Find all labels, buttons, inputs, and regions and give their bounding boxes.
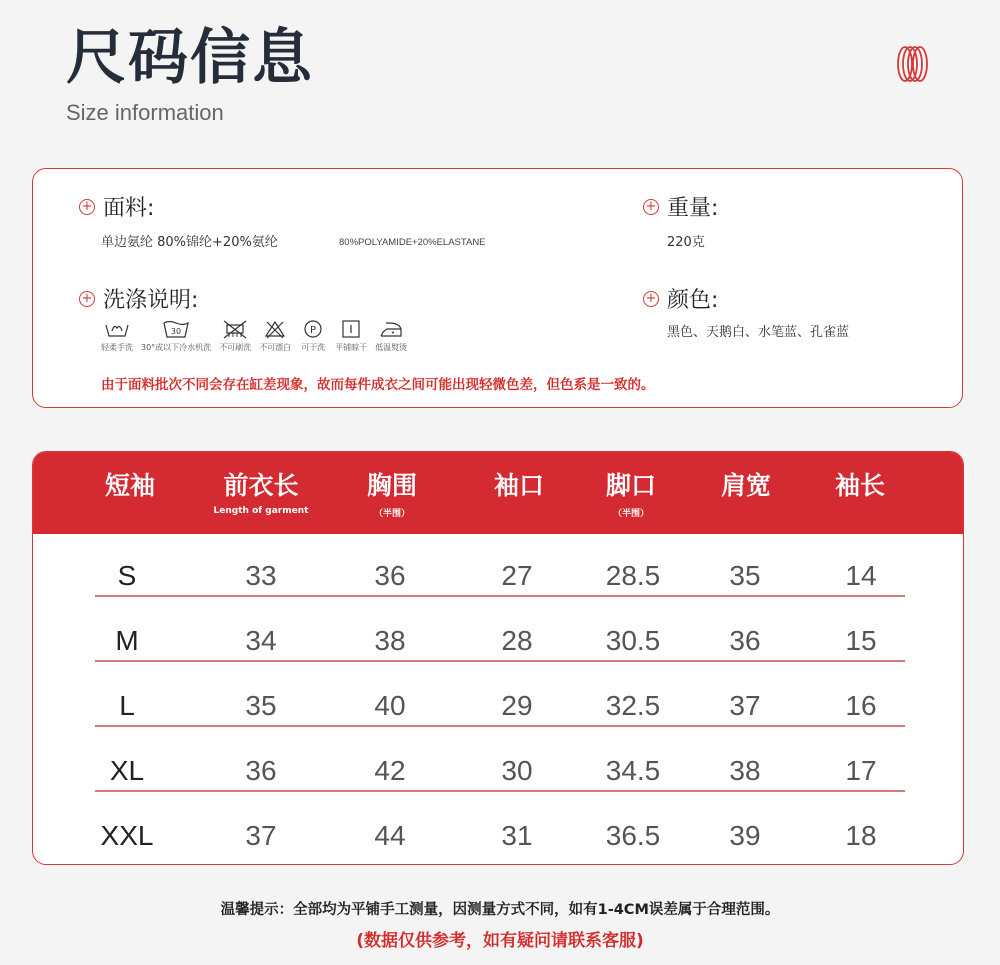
col-header: 短袖 bbox=[104, 471, 155, 500]
reference-note: (数据仅供参考，如有疑问请联系客服) bbox=[356, 931, 644, 951]
table-cell: 42 bbox=[374, 755, 406, 786]
care-item bbox=[259, 319, 291, 353]
care-item bbox=[101, 319, 133, 353]
table-cell: 36 bbox=[245, 755, 277, 786]
table-cell: 32.5 bbox=[605, 690, 661, 721]
page-title: 尺码信息 bbox=[66, 23, 314, 93]
table-cell: 40 bbox=[374, 690, 406, 721]
weight-label: 重量: bbox=[667, 196, 719, 221]
table-cell: 38 bbox=[729, 755, 761, 786]
care-item bbox=[335, 319, 367, 353]
table-cell: 30 bbox=[501, 755, 533, 786]
table-cell: 31 bbox=[501, 820, 533, 851]
care-label: 低温熨烫 bbox=[375, 343, 408, 352]
table-cell: 17 bbox=[845, 755, 877, 786]
table-cell: 36 bbox=[729, 625, 761, 656]
size-table bbox=[32, 451, 964, 865]
col-header: 肩宽 bbox=[720, 471, 771, 500]
weight-heading bbox=[643, 191, 718, 222]
care-icons-row bbox=[101, 319, 415, 353]
col-header: 前衣长 Length of garment bbox=[213, 471, 309, 516]
measurement-tip: 温馨提示：全部均为平铺手工测量，因测量方式不同，如有1-4CM误差属于合理范围。 bbox=[220, 902, 780, 918]
table-cell: 44 bbox=[374, 820, 406, 851]
care-label: 轻柔手洗 bbox=[101, 343, 133, 352]
table-cell: 38 bbox=[374, 625, 406, 656]
table-cell: 28.5 bbox=[605, 560, 661, 591]
dry-flat-icon bbox=[337, 319, 365, 339]
color-variance-note: 由于面料批次不同会存在缸差现象，故而每件成衣之间可能出现轻微色差，但色系是一致的。 bbox=[101, 377, 655, 393]
plus-circle-icon: + bbox=[643, 291, 659, 307]
table-cell: 36 bbox=[374, 560, 406, 591]
table-cell: 37 bbox=[729, 690, 761, 721]
col-header: 胸围 （半围） bbox=[366, 471, 417, 519]
table-cell: 34 bbox=[245, 625, 277, 656]
plus-circle-icon: + bbox=[643, 199, 659, 215]
table-cell: 33 bbox=[245, 560, 277, 591]
washing-heading bbox=[79, 283, 198, 314]
col-header: 袖口 bbox=[493, 471, 544, 500]
weight-value: 220克 bbox=[667, 235, 705, 250]
table-cell: 15 bbox=[845, 625, 877, 656]
rings-decoration-icon bbox=[893, 44, 933, 84]
plus-circle-icon: + bbox=[79, 199, 95, 215]
fabric-heading bbox=[79, 191, 154, 222]
washing-label: 洗涤说明: bbox=[103, 288, 199, 313]
size-label-cell: M bbox=[115, 625, 139, 656]
color-value: 黑色、天鹅白、水笔蓝、孔雀蓝 bbox=[667, 325, 850, 340]
table-cell: 36.5 bbox=[605, 820, 661, 851]
plus-circle-icon: + bbox=[79, 291, 95, 307]
fabric-value: 单边氨纶 80%锦纶+20%氨纶 bbox=[101, 235, 278, 250]
care-label: 平铺晾干 bbox=[335, 343, 368, 352]
table-cell: 35 bbox=[245, 690, 277, 721]
table-cell: 30.5 bbox=[605, 625, 661, 656]
care-item bbox=[141, 319, 211, 353]
size-label-cell: XXL bbox=[100, 820, 154, 851]
care-label: 不可刷洗 bbox=[219, 343, 252, 352]
fabric-value-en: 80%POLYAMIDE+20%ELASTANE bbox=[339, 237, 486, 248]
table-cell: 28 bbox=[501, 625, 533, 656]
table-cell: 35 bbox=[729, 560, 761, 591]
svg-text:P: P bbox=[310, 325, 317, 336]
care-label: 可干洗 bbox=[301, 343, 326, 352]
color-heading bbox=[643, 283, 718, 314]
care-label: 不可漂白 bbox=[259, 343, 292, 352]
hand-wash-icon bbox=[103, 319, 131, 339]
size-label-cell: S bbox=[117, 560, 137, 591]
dry-clean-p-icon bbox=[299, 319, 327, 339]
table-cell: 39 bbox=[729, 820, 761, 851]
fabric-label: 面料: bbox=[103, 196, 155, 221]
machine-wash-30-icon bbox=[162, 319, 190, 339]
care-item bbox=[299, 319, 327, 353]
table-cell: 14 bbox=[845, 560, 877, 591]
no-bleach-icon bbox=[261, 319, 289, 339]
col-header: 袖长 bbox=[834, 471, 885, 500]
row-divider bbox=[95, 660, 905, 662]
table-cell: 27 bbox=[501, 560, 533, 591]
care-label: 30°或以下冷水机洗 bbox=[141, 343, 212, 352]
table-header bbox=[33, 452, 963, 534]
svg-text:30: 30 bbox=[171, 327, 182, 336]
table-cell: 18 bbox=[845, 820, 877, 851]
low-iron-icon bbox=[377, 319, 405, 339]
size-label-cell: XL bbox=[109, 755, 145, 786]
no-brush-icon bbox=[221, 319, 249, 339]
table-cell: 37 bbox=[245, 820, 277, 851]
care-item bbox=[375, 319, 407, 353]
col-header: 脚口 （半围） bbox=[605, 471, 656, 519]
care-item bbox=[219, 319, 251, 353]
row-divider bbox=[95, 725, 905, 727]
table-cell: 34.5 bbox=[605, 755, 661, 786]
table-cell: 16 bbox=[845, 690, 877, 721]
page-subtitle: Size information bbox=[66, 100, 224, 125]
row-divider bbox=[95, 790, 905, 792]
table-cell: 29 bbox=[501, 690, 533, 721]
product-info-card bbox=[32, 168, 963, 408]
size-label-cell: L bbox=[119, 690, 135, 721]
color-label: 颜色: bbox=[667, 288, 719, 313]
row-divider bbox=[95, 595, 905, 597]
